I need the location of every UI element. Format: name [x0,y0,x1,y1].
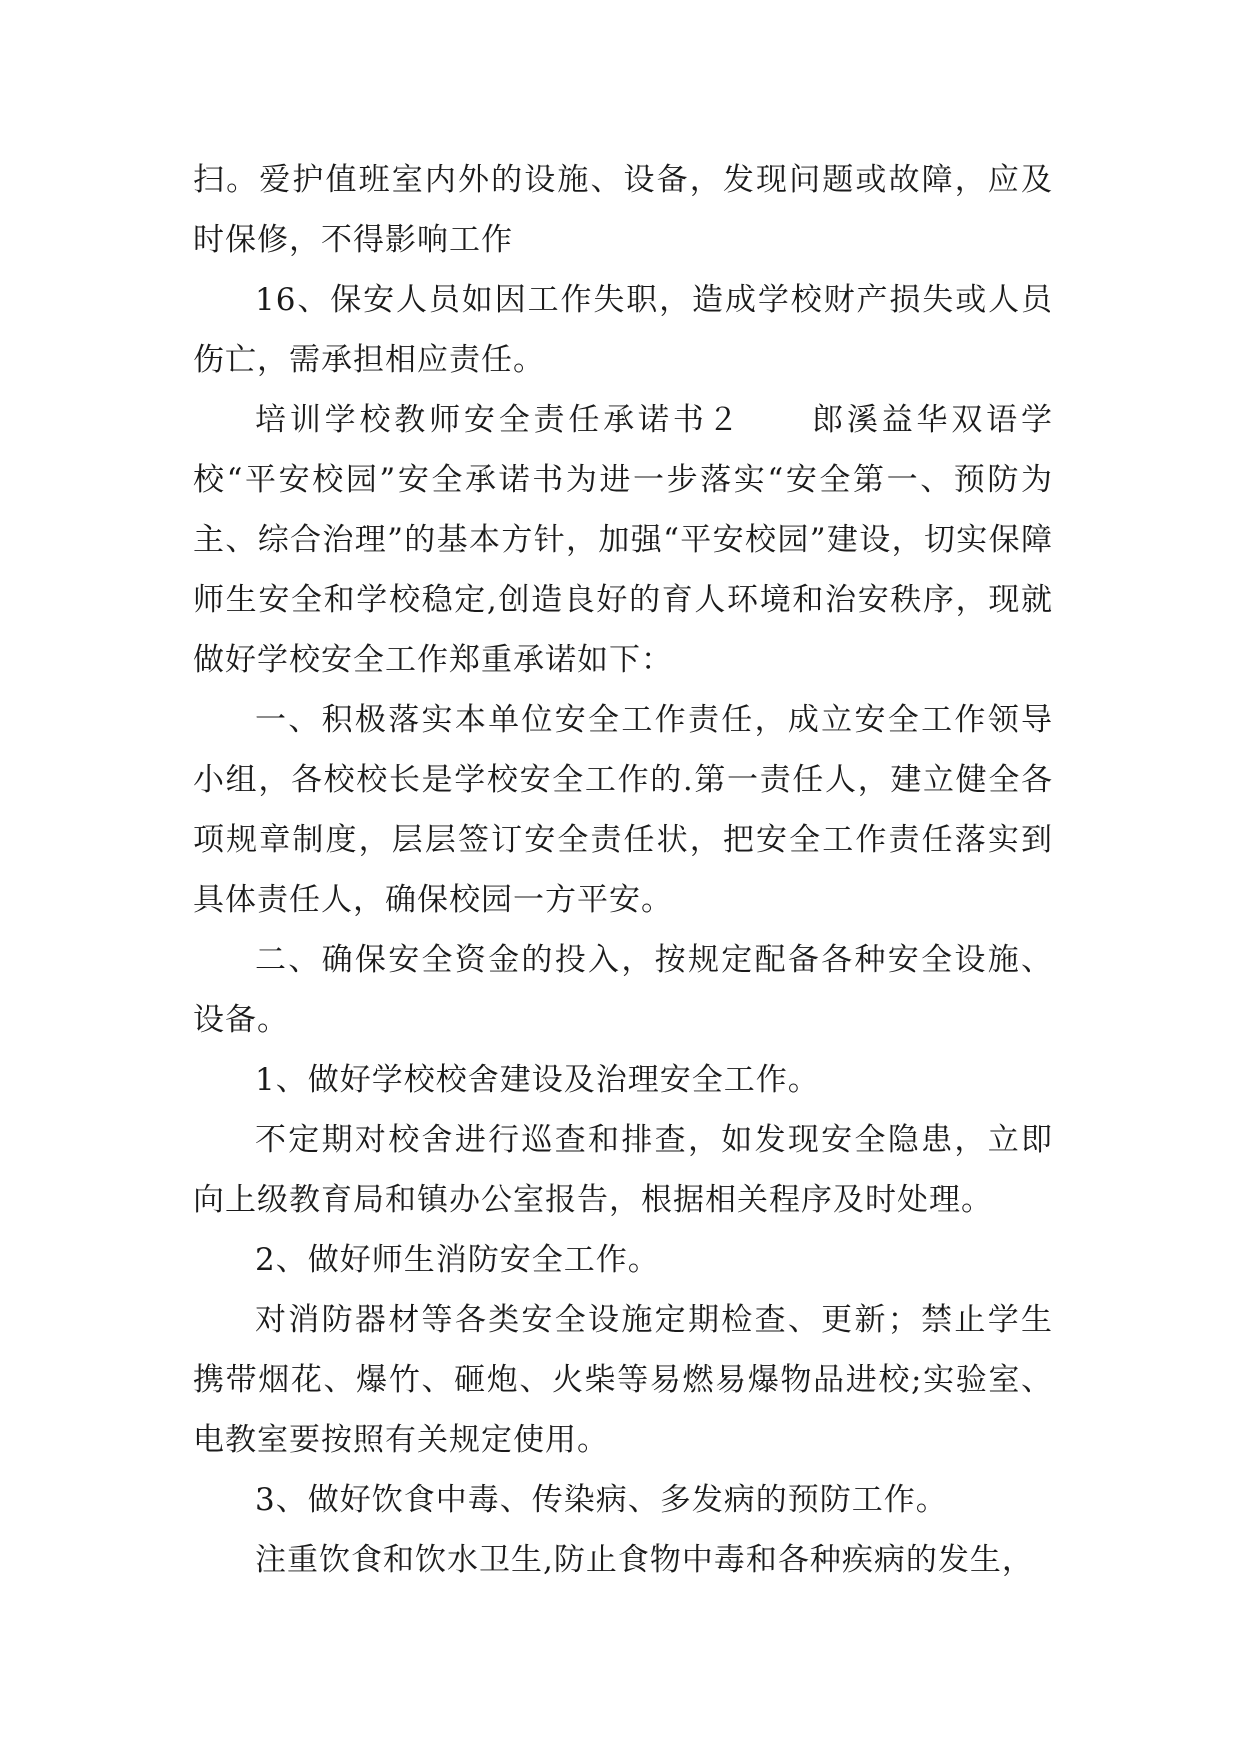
paragraph-3: 培训学校教师安全责任承诺书２ 郎溪益华双语学校“平安校园”安全承诺书为进一步落实“安全第一、预防为主、综合治理”的基本方针，加强“平安校园”建设，切实保障师生安全和学校稳定,创造良好的育人环境和治安秩序，现就做好学校安全工作郑重承诺如下： [193,402,1053,678]
paragraph-1: 扫。爱护值班室内外的设施、设备，发现问题或故障，应及时保修，不得影响工作 [193,162,1053,258]
paragraph-10: 3、做好饮食中毒、传染病、多发病的预防工作。 [255,1482,948,1518]
paragraph-9: 对消防器材等各类安全设施定期检查、更新；禁止学生携带烟花、爆竹、砸炮、火柴等易燃易爆物品进校;实验室、电教室要按照有关规定使用。 [193,1302,1053,1458]
document-body [193,150,1053,1590]
paragraph-5: 二、确保安全资金的投入，按规定配备各种安全设施、设备。 [193,942,1053,1038]
paragraph-11: 注重饮食和饮水卫生,防止食物中毒和各种疾病的发生， [255,1542,1034,1578]
paragraph-2: 16、保安人员如因工作失职，造成学校财产损失或人员伤亡，需承担相应责任。 [193,282,1053,378]
paragraph-6: 1、做好学校校舍建设及治理安全工作。 [255,1062,820,1098]
paragraph-7: 不定期对校舍进行巡查和排查，如发现安全隐患，立即向上级教育局和镇办公室报告，根据相关程序及时处理。 [193,1122,1053,1218]
paragraph-4: 一、积极落实本单位安全工作责任，成立安全工作领导小组，各校校长是学校安全工作的.第一责任人，建立健全各项规章制度，层层签订安全责任状，把安全工作责任落实到具体责任人，确保校园一方平安。 [193,702,1053,918]
paragraph-8: 2、做好师生消防安全工作。 [255,1242,660,1278]
